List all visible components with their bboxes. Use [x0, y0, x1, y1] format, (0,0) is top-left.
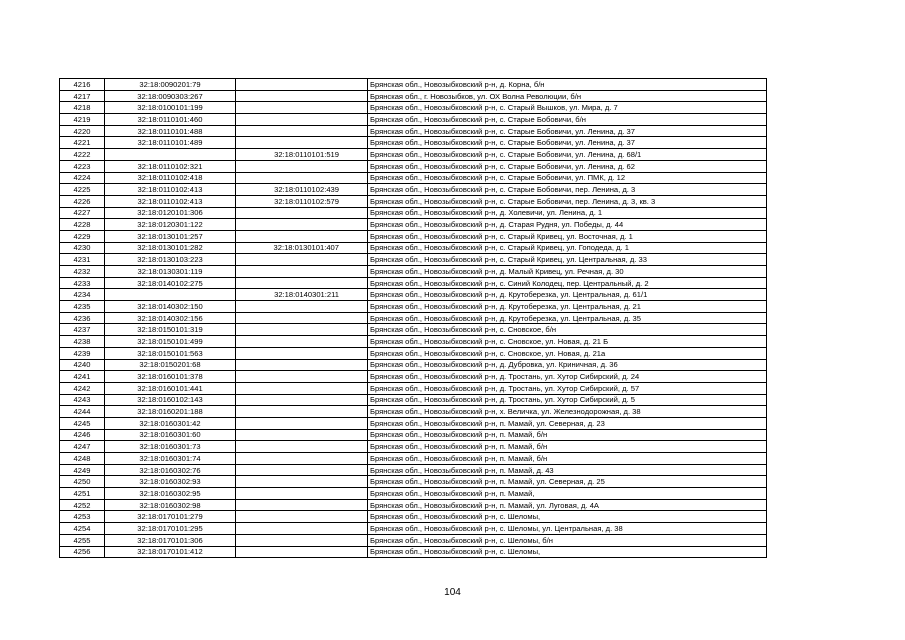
related-cadastral-number-cell [236, 172, 368, 184]
related-cadastral-number-cell [236, 219, 368, 231]
address-cell: Брянская обл., Новозыбковский р-н, с. Шеломы, ул. Центральная, д. 38 [368, 523, 767, 535]
table-row [60, 242, 767, 254]
cadastral-number-cell: 32:18:0090201:79 [105, 79, 236, 91]
table-row [60, 546, 767, 558]
address-cell: Брянская обл., Новозыбковский р-н, с. Старые Бобовичи, пер. Ленина, д. 3, кв. 3 [368, 195, 767, 207]
row-number-cell: 4218 [60, 102, 105, 114]
related-cadastral-number-cell [236, 312, 368, 324]
row-number-cell: 4250 [60, 476, 105, 488]
table-row [60, 394, 767, 406]
row-number-cell: 4223 [60, 160, 105, 172]
cadastral-number-cell: 32:18:0090303:267 [105, 90, 236, 102]
row-number-cell: 4245 [60, 417, 105, 429]
cadastral-number-cell: 32:18:0160301:73 [105, 441, 236, 453]
row-number-cell: 4217 [60, 90, 105, 102]
cadastral-number-cell: 32:18:0150101:499 [105, 336, 236, 348]
related-cadastral-number-cell [236, 417, 368, 429]
cadastral-number-cell [105, 289, 236, 301]
cadastral-number-cell: 32:18:0140302:156 [105, 312, 236, 324]
related-cadastral-number-cell [236, 441, 368, 453]
row-number-cell: 4246 [60, 429, 105, 441]
related-cadastral-number-cell [236, 394, 368, 406]
cadastral-number-cell: 32:18:0110102:413 [105, 184, 236, 196]
related-cadastral-number-cell [236, 301, 368, 313]
related-cadastral-number-cell [236, 511, 368, 523]
related-cadastral-number-cell: 32:18:0140301:211 [236, 289, 368, 301]
cadastral-number-cell: 32:18:0140102:275 [105, 277, 236, 289]
address-cell: Брянская обл., Новозыбковский р-н, с. Шеломы, б/н [368, 534, 767, 546]
address-cell: Брянская обл., Новозыбковский р-н, с. Синий Колодец, пер. Центральный, д. 2 [368, 277, 767, 289]
table-row [60, 137, 767, 149]
row-number-cell: 4240 [60, 359, 105, 371]
row-number-cell: 4247 [60, 441, 105, 453]
related-cadastral-number-cell [236, 488, 368, 500]
address-cell: Брянская обл., Новозыбковский р-н, с. Старый Кривец, ул. Центральная, д. 33 [368, 254, 767, 266]
address-cell: Брянская обл., Новозыбковский р-н, п. Мамай, ул. Северная, д. 25 [368, 476, 767, 488]
table-row [60, 382, 767, 394]
related-cadastral-number-cell [236, 546, 368, 558]
row-number-cell: 4219 [60, 114, 105, 126]
row-number-cell: 4231 [60, 254, 105, 266]
cadastral-number-cell: 32:18:0120301:122 [105, 219, 236, 231]
related-cadastral-number-cell [236, 277, 368, 289]
address-cell: Брянская обл., Новозыбковский р-н, п. Мамай, ул. Северная, д. 23 [368, 417, 767, 429]
address-cell: Брянская обл., Новозыбковский р-н, д. Малый Кривец, ул. Речная, д. 30 [368, 266, 767, 278]
related-cadastral-number-cell [236, 102, 368, 114]
cadastral-number-cell: 32:18:0110102:418 [105, 172, 236, 184]
related-cadastral-number-cell [236, 324, 368, 336]
row-number-cell: 4237 [60, 324, 105, 336]
row-number-cell: 4225 [60, 184, 105, 196]
address-cell: Брянская обл., Новозыбковский р-н, с. Шеломы, [368, 511, 767, 523]
related-cadastral-number-cell [236, 429, 368, 441]
table-row [60, 114, 767, 126]
related-cadastral-number-cell [236, 125, 368, 137]
table-row [60, 149, 767, 161]
cadastral-number-cell: 32:18:0130101:282 [105, 242, 236, 254]
cadastral-number-cell: 32:18:0110102:321 [105, 160, 236, 172]
registry-table-body [60, 79, 767, 558]
table-row [60, 301, 767, 313]
table-row [60, 184, 767, 196]
row-number-cell: 4249 [60, 464, 105, 476]
related-cadastral-number-cell [236, 464, 368, 476]
related-cadastral-number-cell [236, 90, 368, 102]
row-number-cell: 4235 [60, 301, 105, 313]
cadastral-number-cell: 32:18:0160301:60 [105, 429, 236, 441]
address-cell: Брянская обл., Новозыбковский р-н, д. Крутоберезка, ул. Центральная, д. 61/1 [368, 289, 767, 301]
related-cadastral-number-cell [236, 406, 368, 418]
table-row [60, 406, 767, 418]
table-row [60, 499, 767, 511]
row-number-cell: 4227 [60, 207, 105, 219]
cadastral-number-cell [105, 149, 236, 161]
row-number-cell: 4244 [60, 406, 105, 418]
address-cell: Брянская обл., Новозыбковский р-н, х. Величка, ул. Железнодорожная, д. 38 [368, 406, 767, 418]
cadastral-number-cell: 32:18:0160102:143 [105, 394, 236, 406]
cadastral-number-cell: 32:18:0160302:98 [105, 499, 236, 511]
table-row [60, 207, 767, 219]
related-cadastral-number-cell [236, 336, 368, 348]
row-number-cell: 4221 [60, 137, 105, 149]
cadastral-number-cell: 32:18:0160101:441 [105, 382, 236, 394]
table-row [60, 160, 767, 172]
cadastral-number-cell: 32:18:0120101:306 [105, 207, 236, 219]
table-row [60, 324, 767, 336]
row-number-cell: 4248 [60, 453, 105, 465]
related-cadastral-number-cell [236, 230, 368, 242]
cadastral-number-cell: 32:18:0150101:319 [105, 324, 236, 336]
cadastral-number-cell: 32:18:0100101:199 [105, 102, 236, 114]
address-cell: Брянская обл., Новозыбковский р-н, с. Сновское, б/н [368, 324, 767, 336]
related-cadastral-number-cell: 32:18:0130101:407 [236, 242, 368, 254]
cadastral-number-cell: 32:18:0170101:306 [105, 534, 236, 546]
address-cell: Брянская обл., Новозыбковский р-н, с. Старые Бобовичи, ул. Ленина, д. 37 [368, 125, 767, 137]
row-number-cell: 4251 [60, 488, 105, 500]
table-row [60, 347, 767, 359]
cadastral-number-cell: 32:18:0160301:74 [105, 453, 236, 465]
row-number-cell: 4226 [60, 195, 105, 207]
address-cell: Брянская обл., Новозыбковский р-н, д. Крутоберезка, ул. Центральная, д. 35 [368, 312, 767, 324]
table-row [60, 453, 767, 465]
address-cell: Брянская обл., Новозыбковский р-н, п. Мамай, б/н [368, 429, 767, 441]
related-cadastral-number-cell [236, 534, 368, 546]
cadastral-number-cell: 32:18:0160302:95 [105, 488, 236, 500]
row-number-cell: 4236 [60, 312, 105, 324]
row-number-cell: 4232 [60, 266, 105, 278]
table-row [60, 266, 767, 278]
table-row [60, 90, 767, 102]
related-cadastral-number-cell [236, 207, 368, 219]
table-row [60, 336, 767, 348]
table-row [60, 289, 767, 301]
cadastral-number-cell: 32:18:0140302:150 [105, 301, 236, 313]
table-row [60, 277, 767, 289]
cadastral-number-cell: 32:18:0130101:257 [105, 230, 236, 242]
address-cell: Брянская обл., Новозыбковский р-н, с. Старый Кривец, ул. Восточная, д. 1 [368, 230, 767, 242]
cadastral-number-cell: 32:18:0170101:295 [105, 523, 236, 535]
row-number-cell: 4243 [60, 394, 105, 406]
registry-table [59, 78, 767, 558]
cadastral-number-cell: 32:18:0110102:413 [105, 195, 236, 207]
related-cadastral-number-cell: 32:18:0110102:579 [236, 195, 368, 207]
related-cadastral-number-cell [236, 266, 368, 278]
related-cadastral-number-cell: 32:18:0110102:439 [236, 184, 368, 196]
row-number-cell: 4228 [60, 219, 105, 231]
address-cell: Брянская обл., Новозыбковский р-н, с. Старые Бобовичи, ул. Ленина, д. 68/1 [368, 149, 767, 161]
address-cell: Брянская обл., Новозыбковский р-н, д. Крутоберезка, ул. Центральная, д. 21 [368, 301, 767, 313]
table-row [60, 429, 767, 441]
related-cadastral-number-cell [236, 359, 368, 371]
address-cell: Брянская обл., Новозыбковский р-н, с. Сновское, ул. Новая, д. 21а [368, 347, 767, 359]
cadastral-number-cell: 32:18:0110101:489 [105, 137, 236, 149]
table-row [60, 523, 767, 535]
row-number-cell: 4224 [60, 172, 105, 184]
related-cadastral-number-cell [236, 114, 368, 126]
cadastral-number-cell: 32:18:0160302:76 [105, 464, 236, 476]
related-cadastral-number-cell [236, 347, 368, 359]
address-cell: Брянская обл., Новозыбковский р-н, с. Старые Бобовичи, ул. Ленина, д. 37 [368, 137, 767, 149]
related-cadastral-number-cell [236, 371, 368, 383]
table-row [60, 230, 767, 242]
page-number: 104 [444, 587, 461, 598]
address-cell: Брянская обл., Новозыбковский р-н, д. Тростань, ул. Хутор Сибирский, д. 57 [368, 382, 767, 394]
table-row [60, 464, 767, 476]
cadastral-number-cell: 32:18:0110101:488 [105, 125, 236, 137]
address-cell: Брянская обл., Новозыбковский р-н, с. Старые Бобовичи, ул. ПМК, д. 12 [368, 172, 767, 184]
table-row [60, 417, 767, 429]
address-cell: Брянская обл., г. Новозыбков, ул. ОХ Волна Революции, б/н [368, 90, 767, 102]
cadastral-number-cell: 32:18:0110101:460 [105, 114, 236, 126]
address-cell: Брянская обл., Новозыбковский р-н, с. Шеломы, [368, 546, 767, 558]
row-number-cell: 4216 [60, 79, 105, 91]
address-cell: Брянская обл., Новозыбковский р-н, д. Дубровка, ул. Криничная, д. 36 [368, 359, 767, 371]
row-number-cell: 4222 [60, 149, 105, 161]
related-cadastral-number-cell [236, 254, 368, 266]
address-cell: Брянская обл., Новозыбковский р-н, с. Старые Бобовичи, пер. Ленина, д. 3 [368, 184, 767, 196]
cadastral-number-cell: 32:18:0160301:42 [105, 417, 236, 429]
table-row [60, 219, 767, 231]
cadastral-number-cell: 32:18:0160201:188 [105, 406, 236, 418]
row-number-cell: 4242 [60, 382, 105, 394]
cadastral-number-cell: 32:18:0160302:93 [105, 476, 236, 488]
related-cadastral-number-cell [236, 160, 368, 172]
related-cadastral-number-cell [236, 79, 368, 91]
table-row [60, 441, 767, 453]
cadastral-number-cell: 32:18:0160101:378 [105, 371, 236, 383]
address-cell: Брянская обл., Новозыбковский р-н, д. Холевичи, ул. Ленина, д. 1 [368, 207, 767, 219]
related-cadastral-number-cell [236, 137, 368, 149]
row-number-cell: 4229 [60, 230, 105, 242]
table-row [60, 102, 767, 114]
row-number-cell: 4241 [60, 371, 105, 383]
cadastral-number-cell: 32:18:0130301:119 [105, 266, 236, 278]
row-number-cell: 4254 [60, 523, 105, 535]
row-number-cell: 4253 [60, 511, 105, 523]
table-row [60, 172, 767, 184]
address-cell: Брянская обл., Новозыбковский р-н, д. Тростань, ул. Хутор Сибирский, д. 5 [368, 394, 767, 406]
related-cadastral-number-cell: 32:18:0110101:519 [236, 149, 368, 161]
address-cell: Брянская обл., Новозыбковский р-н, п. Мамай, [368, 488, 767, 500]
address-cell: Брянская обл., Новозыбковский р-н, п. Мамай, б/н [368, 453, 767, 465]
table-row [60, 488, 767, 500]
table-row [60, 79, 767, 91]
table-row [60, 195, 767, 207]
row-number-cell: 4233 [60, 277, 105, 289]
table-row [60, 359, 767, 371]
row-number-cell: 4230 [60, 242, 105, 254]
row-number-cell: 4252 [60, 499, 105, 511]
row-number-cell: 4238 [60, 336, 105, 348]
related-cadastral-number-cell [236, 382, 368, 394]
address-cell: Брянская обл., Новозыбковский р-н, д. Старая Рудня, ул. Победы, д. 44 [368, 219, 767, 231]
table-row [60, 511, 767, 523]
row-number-cell: 4256 [60, 546, 105, 558]
cadastral-number-cell: 32:18:0150201:68 [105, 359, 236, 371]
address-cell: Брянская обл., Новозыбковский р-н, п. Мамай, б/н [368, 441, 767, 453]
table-row [60, 125, 767, 137]
address-cell: Брянская обл., Новозыбковский р-н, с. Старые Бобовичи, ул. Ленина, д. 62 [368, 160, 767, 172]
cadastral-number-cell: 32:18:0170101:279 [105, 511, 236, 523]
address-cell: Брянская обл., Новозыбковский р-н, п. Мамай, д. 43 [368, 464, 767, 476]
table-row [60, 254, 767, 266]
table-row [60, 476, 767, 488]
cadastral-number-cell: 32:18:0130103:223 [105, 254, 236, 266]
address-cell: Брянская обл., Новозыбковский р-н, с. Старый Вышков, ул. Мира, д. 7 [368, 102, 767, 114]
cadastral-number-cell: 32:18:0150101:563 [105, 347, 236, 359]
address-cell: Брянская обл., Новозыбковский р-н, д. Корна, б/н [368, 79, 767, 91]
related-cadastral-number-cell [236, 523, 368, 535]
address-cell: Брянская обл., Новозыбковский р-н, с. Старые Бобовичи, б/н [368, 114, 767, 126]
address-cell: Брянская обл., Новозыбковский р-н, с. Сновское, ул. Новая, д. 21 Б [368, 336, 767, 348]
table-row [60, 312, 767, 324]
related-cadastral-number-cell [236, 453, 368, 465]
row-number-cell: 4234 [60, 289, 105, 301]
table-row [60, 371, 767, 383]
row-number-cell: 4255 [60, 534, 105, 546]
cadastral-number-cell: 32:18:0170101:412 [105, 546, 236, 558]
related-cadastral-number-cell [236, 476, 368, 488]
address-cell: Брянская обл., Новозыбковский р-н, с. Старый Кривец, ул. Гоподеда, д. 1 [368, 242, 767, 254]
row-number-cell: 4239 [60, 347, 105, 359]
address-cell: Брянская обл., Новозыбковский р-н, п. Мамай, ул. Луговая, д. 4А [368, 499, 767, 511]
row-number-cell: 4220 [60, 125, 105, 137]
related-cadastral-number-cell [236, 499, 368, 511]
table-row [60, 534, 767, 546]
address-cell: Брянская обл., Новозыбковский р-н, д. Тростань, ул. Хутор Сибирский, д. 24 [368, 371, 767, 383]
